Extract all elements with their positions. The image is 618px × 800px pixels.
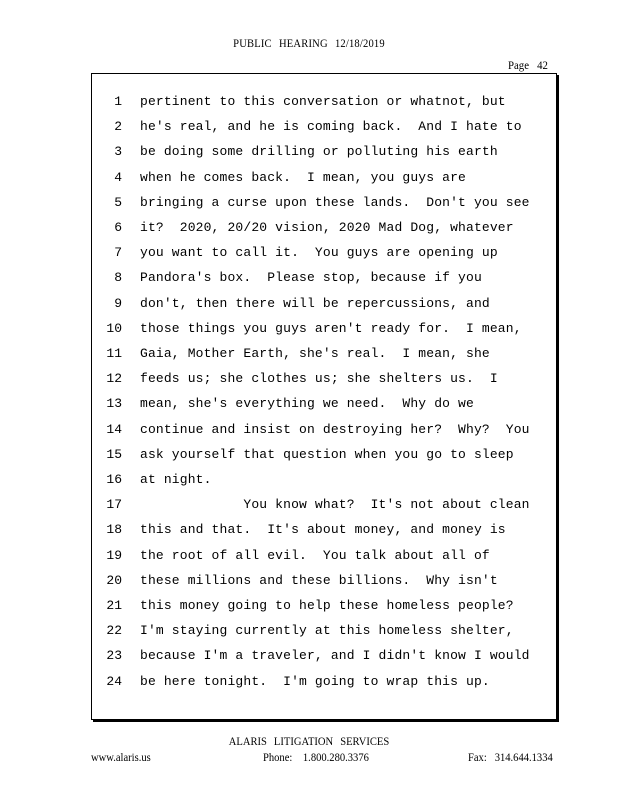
transcript-line: [92, 341, 556, 366]
line-number: 7: [114, 245, 122, 261]
footer-phone: Phone: 1.800.280.3376: [263, 750, 369, 764]
line-number: 1: [114, 94, 122, 109]
line-text: I'm staying currently at this homeless shelter,: [140, 623, 514, 639]
line-text: Pandora's box. Please stop, because if you: [140, 270, 482, 286]
line-text: when he comes back. I mean, you guys are: [140, 169, 467, 185]
line-number: 17: [106, 497, 122, 513]
line-number: 18: [106, 522, 122, 538]
transcript-line: [92, 215, 556, 240]
transcript-line: [92, 265, 556, 290]
line-text: mean, she's everything we need. Why do we: [140, 396, 474, 412]
line-number: 21: [106, 598, 122, 613]
transcript-line: [92, 139, 556, 164]
line-text: be here tonight. I'm going to wrap this up.: [140, 673, 490, 689]
footer-website: www.alaris.us: [91, 750, 151, 764]
line-number: 16: [106, 472, 122, 487]
header-title: PUBLIC HEARING 12/18/2019: [233, 36, 385, 50]
line-number: 5: [114, 194, 122, 210]
line-text: be doing some drilling or polluting his earth: [140, 144, 498, 160]
line-number: 6: [114, 220, 122, 235]
transcript-line: [92, 517, 556, 542]
transcript-line: [92, 316, 556, 341]
transcript-line: [92, 366, 556, 391]
line-text: pertinent to this conversation or whatnot, but: [140, 94, 506, 109]
transcript-line: [92, 89, 556, 114]
transcript-line: [92, 240, 556, 265]
line-number: 11: [106, 346, 122, 361]
transcript-line: [92, 165, 556, 190]
line-number: 15: [106, 446, 122, 462]
transcript-page-frame: [91, 73, 557, 720]
line-text: those things you guys aren't ready for. I mean,: [140, 320, 522, 336]
line-number: 24: [106, 673, 122, 689]
transcript-line: [92, 492, 556, 517]
line-text: he's real, and he is coming back. And I hate to: [140, 119, 522, 135]
transcript-line: [92, 114, 556, 139]
transcript-line: [92, 391, 556, 416]
transcript-line: [92, 618, 556, 643]
line-number: 8: [114, 270, 122, 286]
line-number: 10: [106, 320, 122, 336]
line-text: this and that. It's about money, and money is: [140, 522, 506, 538]
line-number: 2: [114, 119, 122, 135]
transcript-line: [92, 568, 556, 593]
line-number: 23: [106, 648, 122, 664]
line-number: 22: [106, 623, 122, 639]
transcript-line: [92, 291, 556, 316]
line-number: 4: [114, 169, 122, 185]
line-text: ask yourself that question when you go to sleep: [140, 446, 514, 462]
transcript-line: [92, 593, 556, 618]
line-text: You know what? It's not about clean: [140, 497, 530, 513]
transcript-line: [92, 190, 556, 215]
transcript-line: [92, 442, 556, 467]
line-number: 20: [106, 572, 122, 588]
line-text: Gaia, Mother Earth, she's real. I mean, she: [140, 346, 490, 361]
line-text: you want to call it. You guys are opening up: [140, 245, 498, 261]
line-text: it? 2020, 20/20 vision, 2020 Mad Dog, whatever: [140, 220, 514, 235]
transcript-line: [92, 643, 556, 668]
line-text: bringing a curse upon these lands. Don't you see: [140, 194, 530, 210]
line-text: because I'm a traveler, and I didn't know I would: [140, 648, 530, 664]
page-number-label: Page 42: [508, 58, 548, 72]
footer-fax: Fax: 314.644.1334: [468, 750, 553, 764]
line-text: the root of all evil. You talk about all of: [140, 547, 490, 563]
line-text: at night.: [140, 472, 212, 487]
line-number: 12: [106, 371, 122, 387]
transcript-line: [92, 467, 556, 492]
line-number: 3: [114, 144, 122, 160]
line-text: these millions and these billions. Why isn't: [140, 572, 498, 588]
line-text: feeds us; she clothes us; she shelters us. I: [140, 371, 498, 387]
line-number: 19: [106, 547, 122, 563]
transcript-line: [92, 543, 556, 568]
footer-company-name: ALARIS LITIGATION SERVICES: [228, 734, 390, 748]
transcript-line: [92, 669, 556, 694]
line-number: 9: [114, 295, 122, 311]
line-text: continue and insist on destroying her? Why? You: [140, 421, 530, 437]
line-number: 13: [106, 396, 122, 412]
line-number: 14: [106, 421, 122, 437]
transcript-line: [92, 417, 556, 442]
line-text: don't, then there will be repercussions, and: [140, 295, 490, 311]
line-text: this money going to help these homeless people?: [140, 598, 514, 613]
